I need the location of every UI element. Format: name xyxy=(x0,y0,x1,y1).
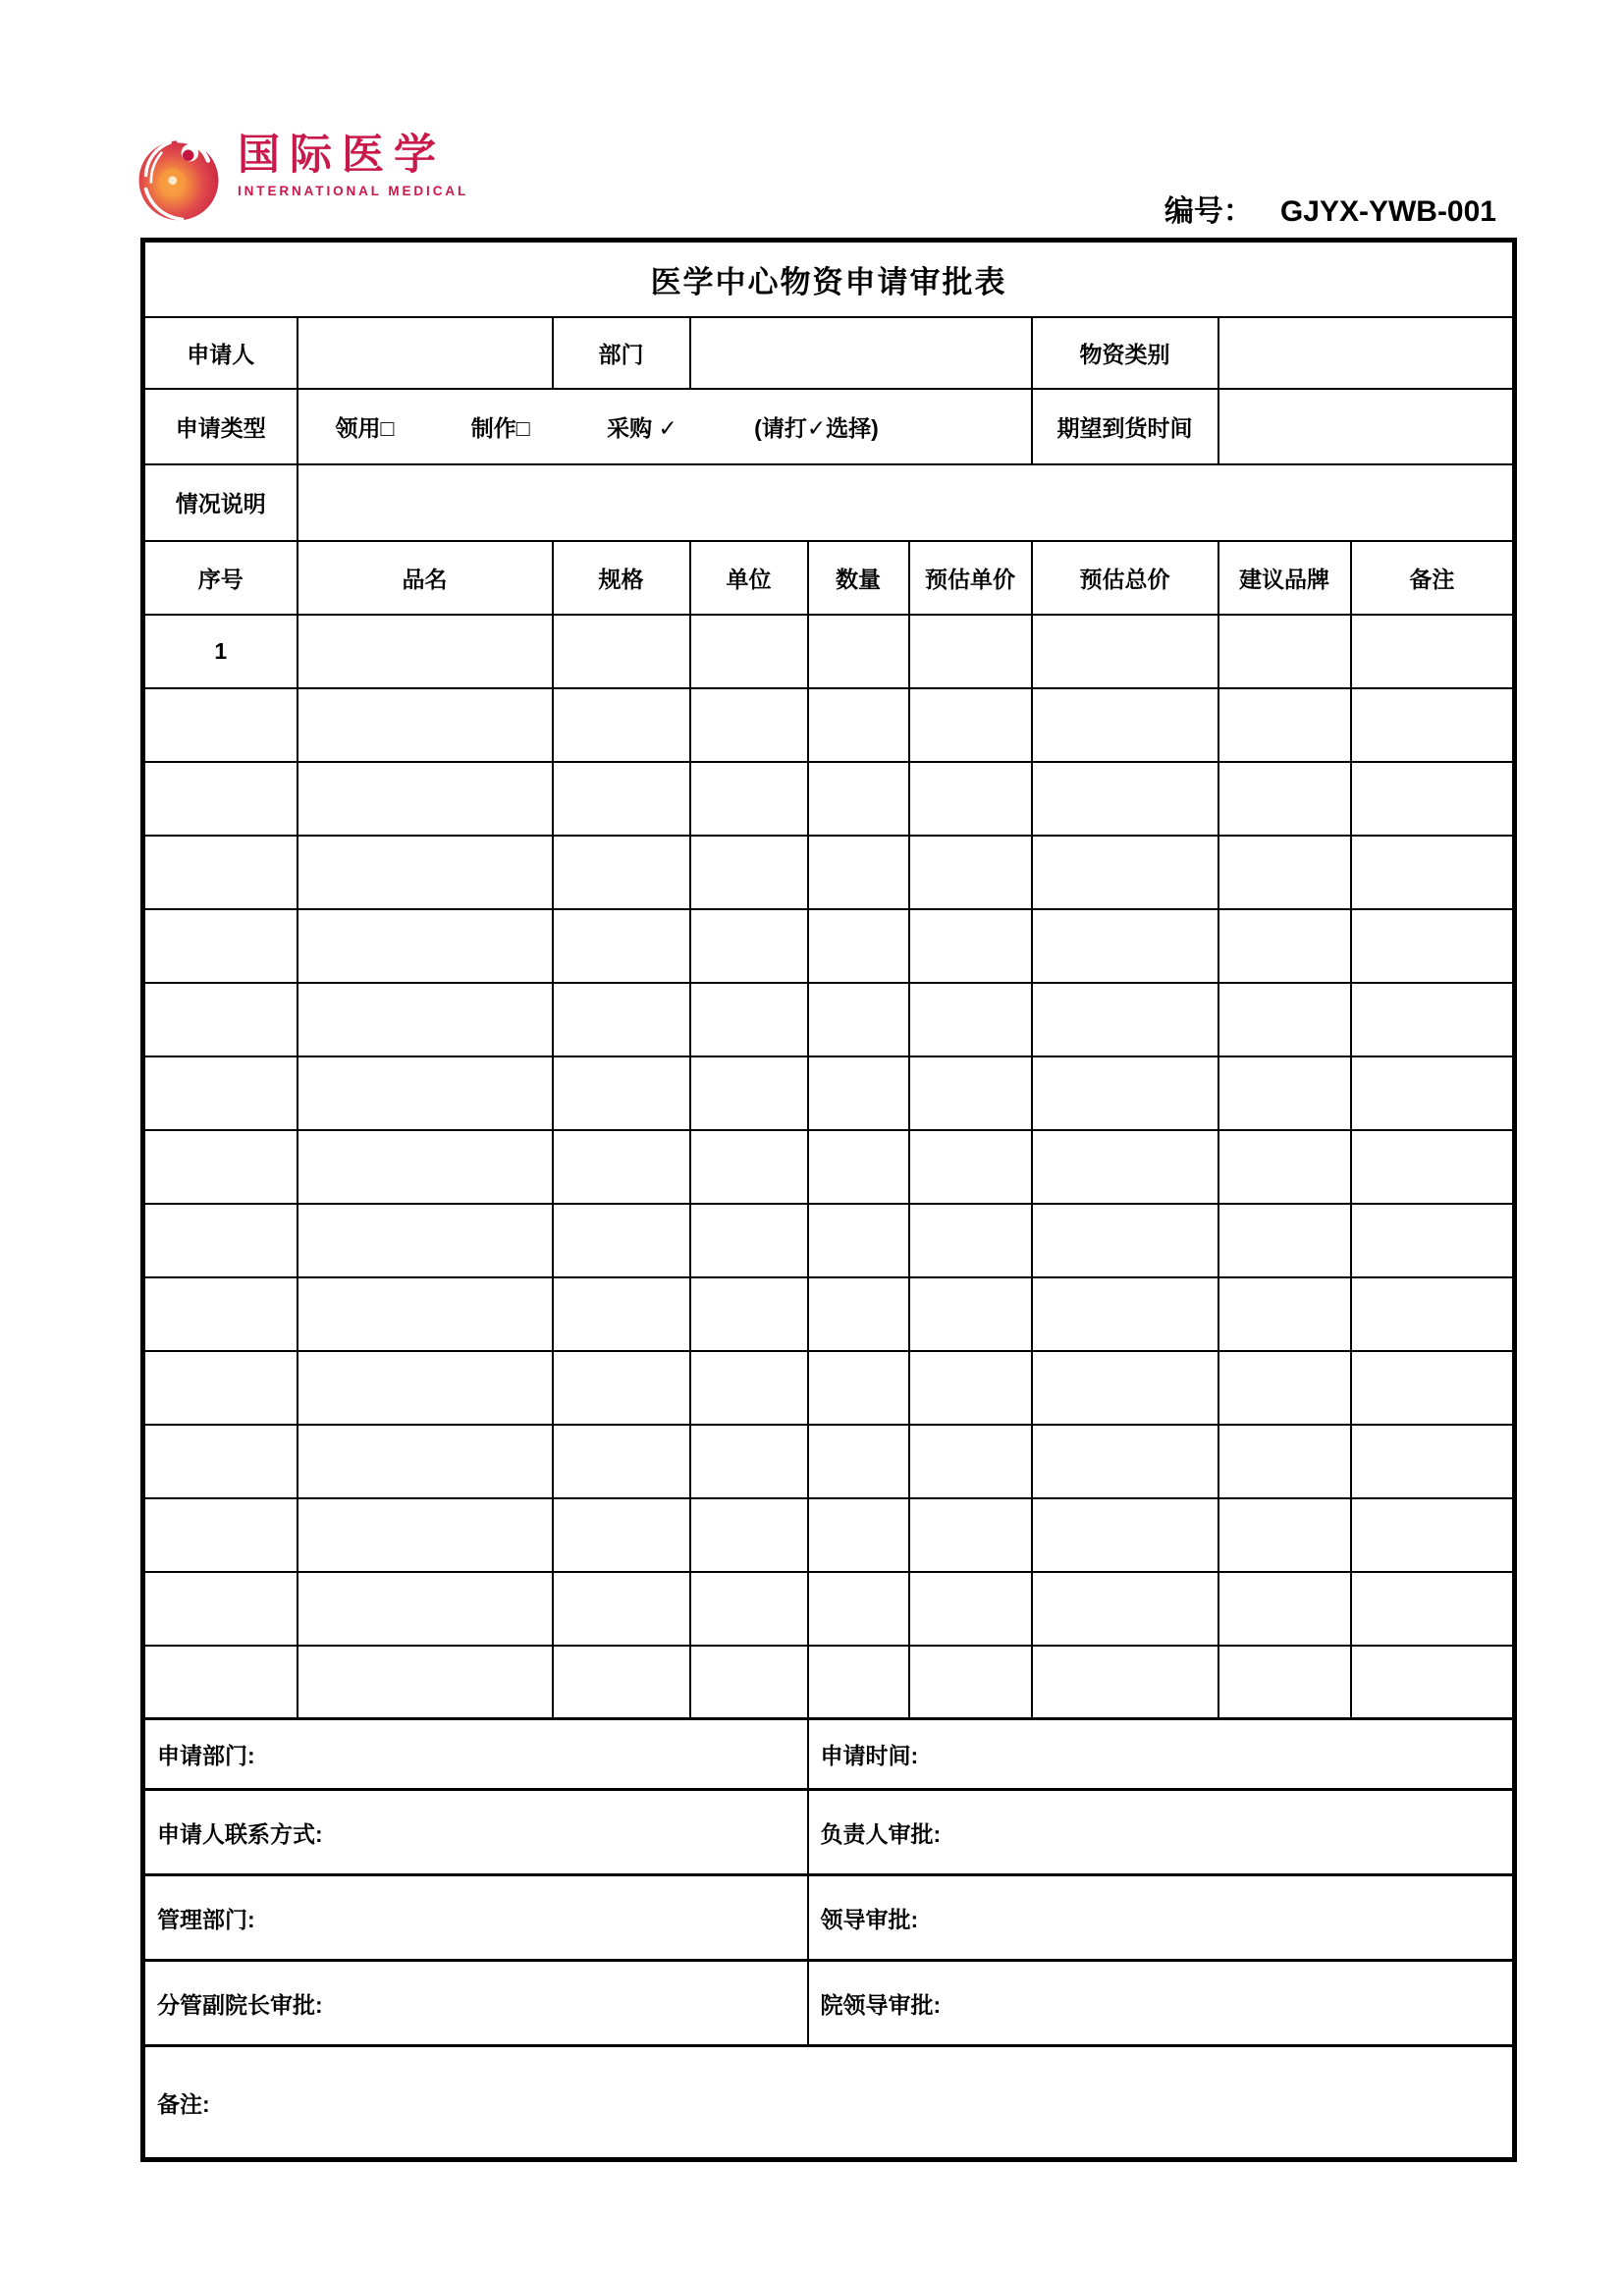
item-cell xyxy=(1218,1572,1351,1646)
item-row xyxy=(143,688,1515,762)
item-cell xyxy=(1218,1498,1351,1572)
item-cell xyxy=(298,836,553,909)
item-row xyxy=(143,836,1515,909)
item-cell xyxy=(808,1351,909,1425)
item-cell xyxy=(553,688,690,762)
item-cell xyxy=(1351,836,1515,909)
request-type-label: 申请类型 xyxy=(143,389,298,464)
item-cell xyxy=(808,1130,909,1204)
item-cell xyxy=(909,1277,1032,1351)
item-cell xyxy=(1032,1056,1218,1130)
item-cell xyxy=(143,762,298,836)
item-cell xyxy=(143,1646,298,1719)
col-header-total-price: 预估总价 xyxy=(1032,541,1218,615)
item-cell xyxy=(690,1425,808,1498)
item-cell xyxy=(690,688,808,762)
applicant-value-cell xyxy=(298,317,553,389)
item-cell xyxy=(1032,1425,1218,1498)
item-row xyxy=(143,1572,1515,1646)
item-cell xyxy=(1351,1351,1515,1425)
item-row xyxy=(143,1130,1515,1204)
col-header-brand: 建议品牌 xyxy=(1218,541,1351,615)
item-cell xyxy=(143,1056,298,1130)
item-cell xyxy=(553,615,690,688)
item-cell xyxy=(1032,762,1218,836)
item-cell xyxy=(143,688,298,762)
item-cell xyxy=(1032,983,1218,1056)
option-make: 制作□ xyxy=(470,414,530,441)
item-cell xyxy=(1351,688,1515,762)
logo-en-text: INTERNATIONAL MEDICAL xyxy=(238,184,469,199)
applicant-label: 申请人 xyxy=(143,317,298,389)
col-header-name: 品名 xyxy=(298,541,553,615)
item-cell xyxy=(690,1498,808,1572)
item-cell xyxy=(690,1204,808,1277)
material-category-label: 物资类别 xyxy=(1032,317,1218,389)
item-cell xyxy=(1351,909,1515,983)
leader-approval-cell: 领导审批: xyxy=(808,1875,1515,1961)
item-cell xyxy=(690,909,808,983)
item-cell xyxy=(909,909,1032,983)
item-cell xyxy=(553,1646,690,1719)
item-row xyxy=(143,983,1515,1056)
item-cell xyxy=(1351,1277,1515,1351)
item-cell xyxy=(1032,1277,1218,1351)
item-cell xyxy=(1351,1498,1515,1572)
item-cell xyxy=(1032,836,1218,909)
item-cell xyxy=(1218,688,1351,762)
item-cell xyxy=(298,1498,553,1572)
item-row xyxy=(143,1498,1515,1572)
item-cell xyxy=(1032,1130,1218,1204)
situation-value-cell xyxy=(298,464,1515,541)
expected-arrival-label: 期望到货时间 xyxy=(1032,389,1218,464)
col-header-unit-price: 预估单价 xyxy=(909,541,1032,615)
item-cell xyxy=(690,1646,808,1719)
item-cell xyxy=(808,1572,909,1646)
item-cell xyxy=(808,615,909,688)
department-label: 部门 xyxy=(553,317,690,389)
item-cell xyxy=(298,1130,553,1204)
logo xyxy=(135,134,468,224)
item-cell xyxy=(553,1204,690,1277)
item-cell xyxy=(808,1056,909,1130)
item-cell xyxy=(143,983,298,1056)
item-cell xyxy=(143,1498,298,1572)
item-cell xyxy=(553,1056,690,1130)
item-cell xyxy=(909,836,1032,909)
item-cell xyxy=(1351,1572,1515,1646)
item-cell xyxy=(690,983,808,1056)
item-cell xyxy=(1218,1056,1351,1130)
logo-text xyxy=(238,134,468,198)
selection-hint: (请打✓选择) xyxy=(754,414,879,441)
item-cell xyxy=(1351,983,1515,1056)
item-row xyxy=(143,1351,1515,1425)
item-cell xyxy=(1032,1498,1218,1572)
item-cell xyxy=(808,1425,909,1498)
item-cell xyxy=(298,983,553,1056)
item-cell xyxy=(298,762,553,836)
applicant-contact-cell: 申请人联系方式: xyxy=(143,1790,808,1875)
item-cell xyxy=(298,1646,553,1719)
item-cell xyxy=(298,1425,553,1498)
item-row xyxy=(143,1277,1515,1351)
item-cell xyxy=(1218,1277,1351,1351)
item-cell xyxy=(1032,1646,1218,1719)
item-cell xyxy=(1351,1130,1515,1204)
request-type-options xyxy=(298,389,1032,464)
item-cell xyxy=(1218,762,1351,836)
item-cell xyxy=(808,909,909,983)
material-category-value-cell xyxy=(1218,317,1515,389)
item-cell xyxy=(808,1277,909,1351)
item-cell xyxy=(1351,762,1515,836)
item-cell xyxy=(1218,909,1351,983)
item-cell xyxy=(808,983,909,1056)
doc-number-value: GJYX-YWB-001 xyxy=(1279,195,1496,228)
item-cell xyxy=(909,1646,1032,1719)
item-cell xyxy=(808,1204,909,1277)
item-cell xyxy=(1351,1056,1515,1130)
item-cell xyxy=(1032,909,1218,983)
item-cell xyxy=(143,1204,298,1277)
doc-number-label: 编号： xyxy=(1164,195,1253,228)
col-header-unit: 单位 xyxy=(690,541,808,615)
item-cell xyxy=(909,1130,1032,1204)
item-cell xyxy=(909,762,1032,836)
item-cell xyxy=(553,909,690,983)
item-cell xyxy=(298,1277,553,1351)
item-cell xyxy=(1032,1572,1218,1646)
item-cell xyxy=(298,615,553,688)
option-collect: 领用□ xyxy=(335,414,395,441)
item-cell xyxy=(690,836,808,909)
item-cell xyxy=(690,1277,808,1351)
item-cell xyxy=(909,1351,1032,1425)
item-cell xyxy=(298,688,553,762)
logo-zh-text: 国际医学 xyxy=(238,132,446,179)
vice-president-approval-cell: 分管副院长审批: xyxy=(143,1961,808,2046)
col-header-qty: 数量 xyxy=(808,541,909,615)
form-title: 医学中心物资申请审批表 xyxy=(143,241,1515,317)
item-cell xyxy=(1218,1130,1351,1204)
item-cell xyxy=(690,1572,808,1646)
items-header-row xyxy=(143,541,1515,615)
item-cell xyxy=(909,688,1032,762)
item-cell xyxy=(690,762,808,836)
item-cell xyxy=(1218,1351,1351,1425)
remark-cell: 备注: xyxy=(143,2046,1515,2160)
item-cell xyxy=(143,1572,298,1646)
item-cell xyxy=(1351,1646,1515,1719)
main-form-table xyxy=(140,238,1517,2162)
item-cell xyxy=(909,1425,1032,1498)
hospital-leader-approval-cell: 院领导审批: xyxy=(808,1961,1515,2046)
item-row xyxy=(143,1204,1515,1277)
col-header-spec: 规格 xyxy=(553,541,690,615)
situation-label: 情况说明 xyxy=(143,464,298,541)
item-cell xyxy=(1032,1351,1218,1425)
item-cell xyxy=(298,1056,553,1130)
item-cell xyxy=(909,1204,1032,1277)
item-cell xyxy=(909,1498,1032,1572)
expected-arrival-value-cell xyxy=(1218,389,1515,464)
item-cell xyxy=(143,1425,298,1498)
item-cell xyxy=(553,1130,690,1204)
item-cell xyxy=(553,762,690,836)
item-cell xyxy=(690,1351,808,1425)
items-body xyxy=(143,615,1515,1719)
col-header-remark: 备注 xyxy=(1351,541,1515,615)
item-cell xyxy=(143,836,298,909)
item-cell xyxy=(1032,1204,1218,1277)
item-cell xyxy=(1351,1425,1515,1498)
logo-mark-icon xyxy=(135,134,222,224)
item-row xyxy=(143,762,1515,836)
item-row xyxy=(143,1646,1515,1719)
item-cell xyxy=(298,1572,553,1646)
management-department-cell: 管理部门: xyxy=(143,1875,808,1961)
item-cell xyxy=(298,1351,553,1425)
item-cell xyxy=(690,1056,808,1130)
item-cell xyxy=(553,983,690,1056)
apply-time-cell: 申请时间: xyxy=(808,1719,1515,1790)
item-cell xyxy=(909,615,1032,688)
item-cell xyxy=(1032,615,1218,688)
item-cell xyxy=(909,983,1032,1056)
item-row xyxy=(143,1425,1515,1498)
item-cell xyxy=(553,1425,690,1498)
item-cell xyxy=(808,688,909,762)
item-cell xyxy=(808,836,909,909)
item-cell xyxy=(143,1351,298,1425)
item-cell xyxy=(690,615,808,688)
item-cell xyxy=(690,1130,808,1204)
item-cell xyxy=(143,909,298,983)
doc-number xyxy=(1164,187,1512,230)
item-cell xyxy=(1218,1425,1351,1498)
item-cell xyxy=(553,1351,690,1425)
item-cell xyxy=(1218,1204,1351,1277)
item-cell xyxy=(808,762,909,836)
item-cell xyxy=(1218,1646,1351,1719)
manager-approval-cell: 负责人审批: xyxy=(808,1790,1515,1875)
item-cell xyxy=(909,1572,1032,1646)
item-cell xyxy=(1351,615,1515,688)
item-cell xyxy=(553,1572,690,1646)
item-cell xyxy=(909,1056,1032,1130)
item-cell xyxy=(1218,836,1351,909)
item-cell xyxy=(298,1204,553,1277)
item-cell xyxy=(143,1130,298,1204)
item-row xyxy=(143,909,1515,983)
item-cell xyxy=(553,836,690,909)
item-cell xyxy=(553,1277,690,1351)
item-cell xyxy=(808,1646,909,1719)
item-row xyxy=(143,615,1515,688)
option-purchase-checked: 采购 ✓ xyxy=(607,414,677,441)
item-cell xyxy=(298,909,553,983)
item-cell xyxy=(1218,615,1351,688)
item-cell xyxy=(1032,688,1218,762)
item-cell: 1 xyxy=(143,615,298,688)
apply-department-cell: 申请部门: xyxy=(143,1719,808,1790)
item-cell xyxy=(1351,1204,1515,1277)
item-row xyxy=(143,1056,1515,1130)
col-header-seq: 序号 xyxy=(143,541,298,615)
item-cell xyxy=(143,1277,298,1351)
item-cell xyxy=(553,1498,690,1572)
item-cell xyxy=(808,1498,909,1572)
department-value-cell xyxy=(690,317,1032,389)
item-cell xyxy=(1218,983,1351,1056)
